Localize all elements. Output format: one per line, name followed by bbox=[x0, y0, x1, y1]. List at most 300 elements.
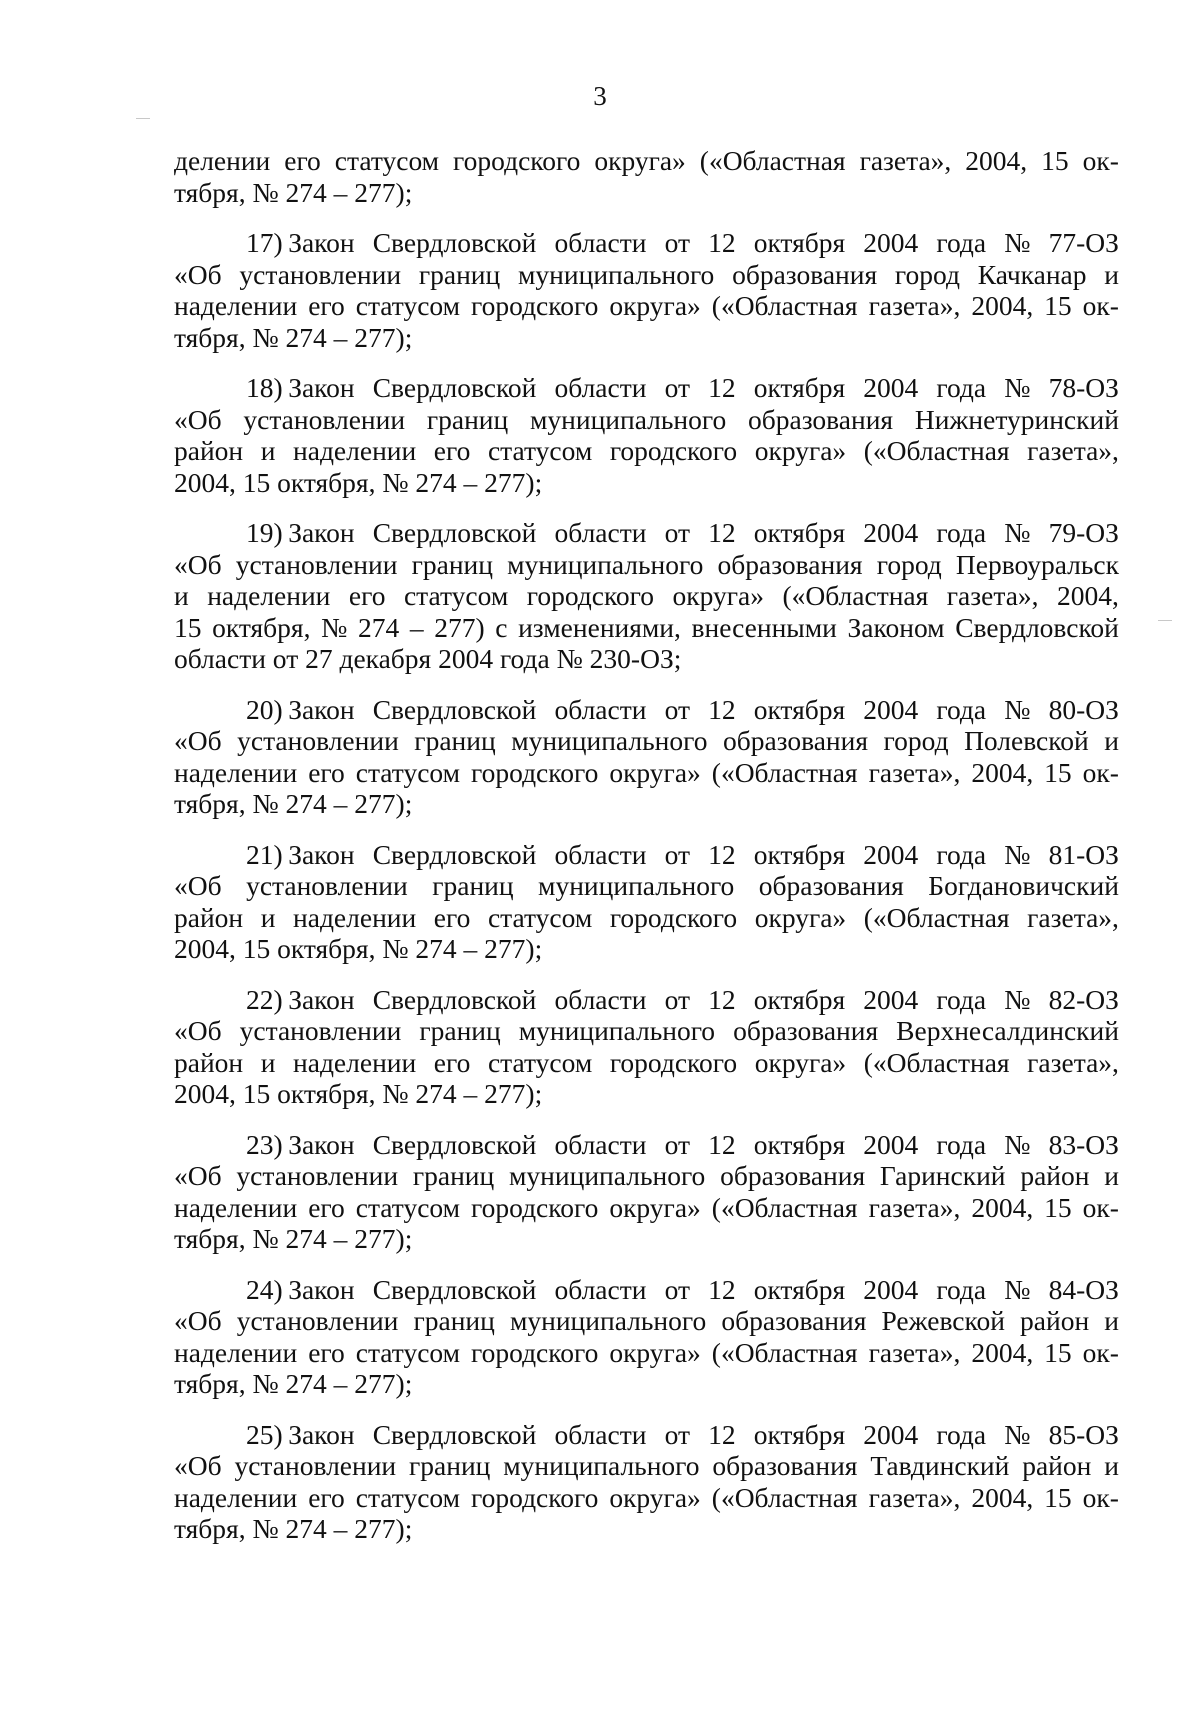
word: от bbox=[664, 1128, 690, 1160]
word: 15 bbox=[1044, 290, 1072, 321]
word: ок- bbox=[1082, 1481, 1119, 1513]
text-line: тября, № 274 – 277); bbox=[174, 1513, 413, 1544]
marker-with-word bbox=[246, 984, 355, 1016]
word: области bbox=[554, 227, 647, 258]
word: городского bbox=[453, 145, 581, 176]
word: наделении bbox=[174, 1191, 298, 1223]
word: 2004 bbox=[863, 1418, 919, 1450]
word: «Об bbox=[174, 870, 222, 901]
word: статусом bbox=[487, 1046, 593, 1078]
word: район bbox=[1020, 1160, 1090, 1191]
item-marker: 19) bbox=[246, 517, 283, 548]
word: «Об bbox=[174, 1450, 222, 1481]
text-line bbox=[174, 1450, 1119, 1482]
text-line bbox=[174, 227, 1119, 259]
word: 12 bbox=[708, 1128, 736, 1160]
word: ок- bbox=[1082, 145, 1119, 176]
word: («Областная bbox=[863, 435, 1010, 466]
word: статусом bbox=[334, 145, 440, 176]
word: 2004 bbox=[863, 1128, 919, 1160]
text-line bbox=[174, 549, 1119, 581]
word: район bbox=[1020, 1305, 1090, 1336]
word: статусом bbox=[355, 1336, 461, 1368]
item-marker: 22) bbox=[246, 983, 283, 1015]
word: Закон bbox=[288, 1273, 355, 1305]
word: Закон bbox=[288, 838, 355, 870]
word: года bbox=[936, 983, 987, 1015]
word: 81-ОЗ bbox=[1048, 838, 1119, 870]
word: «Об bbox=[174, 258, 222, 290]
word: газета», bbox=[868, 1481, 961, 1513]
text-line bbox=[174, 1047, 1119, 1079]
word: установлении bbox=[237, 725, 399, 756]
word: Тавдинский bbox=[870, 1450, 1010, 1481]
word: 15 bbox=[1044, 756, 1072, 788]
word: Закон bbox=[288, 517, 355, 548]
word: наделении bbox=[174, 290, 298, 321]
word: муниципального bbox=[538, 870, 735, 901]
word: и bbox=[1104, 725, 1119, 756]
word: 12 bbox=[708, 1418, 736, 1450]
word: ок- bbox=[1082, 756, 1119, 788]
word: 79-ОЗ bbox=[1048, 517, 1119, 548]
word: статусом bbox=[403, 580, 509, 611]
word: газета», bbox=[1027, 435, 1119, 466]
text-line bbox=[174, 290, 1119, 322]
word: октября bbox=[753, 372, 846, 403]
word: («Областная bbox=[711, 1336, 858, 1368]
word: 2004, bbox=[965, 145, 1028, 176]
word: Закон bbox=[288, 227, 355, 258]
text-line bbox=[174, 725, 1119, 757]
word: («Областная bbox=[699, 145, 846, 176]
word: статусом bbox=[355, 1481, 461, 1513]
word: район bbox=[174, 1046, 244, 1078]
word: район bbox=[174, 435, 244, 466]
word: его bbox=[433, 1046, 471, 1078]
word: ок- bbox=[1082, 1191, 1119, 1223]
text-line: области от 27 декабря 2004 года № 230-ОЗ; bbox=[174, 643, 682, 674]
word: от bbox=[664, 227, 690, 258]
law-item bbox=[174, 517, 1119, 675]
word: ок- bbox=[1082, 1336, 1119, 1368]
word: газета», bbox=[859, 145, 952, 176]
item-marker: 21) bbox=[246, 838, 283, 870]
text-line bbox=[174, 259, 1119, 291]
text-line: тября, № 274 – 277); bbox=[174, 1368, 413, 1399]
word: («Областная bbox=[863, 1046, 1010, 1078]
word: Первоуральск bbox=[955, 548, 1119, 580]
word: границ bbox=[426, 403, 509, 435]
word: октября bbox=[753, 838, 846, 870]
word: Полевской bbox=[964, 725, 1089, 756]
text-line bbox=[174, 1192, 1119, 1224]
word: 12 bbox=[708, 838, 736, 870]
document-body bbox=[174, 145, 1119, 1564]
word: 2004 bbox=[863, 693, 919, 725]
word: его bbox=[433, 901, 471, 933]
text-line bbox=[174, 1274, 1119, 1306]
word: 12 bbox=[708, 693, 736, 725]
word: Свердловской bbox=[372, 227, 537, 258]
word: округа» bbox=[672, 580, 764, 611]
word: границ bbox=[413, 1305, 495, 1336]
item-marker: 23) bbox=[246, 1128, 283, 1160]
word: округа» bbox=[754, 901, 847, 933]
word: наделении bbox=[293, 901, 417, 933]
word: «Об bbox=[174, 1160, 222, 1191]
item-marker: 18) bbox=[246, 372, 283, 403]
text-line bbox=[174, 870, 1119, 902]
word: 2004, bbox=[971, 1191, 1034, 1223]
word: 2004, bbox=[971, 1336, 1034, 1368]
word: муниципального bbox=[518, 1015, 716, 1046]
word: установлении bbox=[246, 870, 408, 901]
word: года bbox=[936, 1128, 987, 1160]
word: муниципального bbox=[518, 258, 715, 290]
word: его bbox=[308, 1336, 345, 1368]
word: установлении bbox=[234, 1450, 397, 1481]
word: Законом bbox=[847, 611, 945, 643]
law-item bbox=[174, 839, 1119, 965]
text-line: тября, № 274 – 277); bbox=[174, 176, 413, 208]
word: 83-ОЗ bbox=[1048, 1128, 1119, 1160]
word: городского bbox=[471, 1191, 599, 1223]
word: и bbox=[174, 580, 189, 611]
word: № bbox=[1004, 1273, 1031, 1305]
word: установлении bbox=[243, 403, 406, 435]
marker-with-word bbox=[246, 372, 355, 404]
word: 277) bbox=[434, 611, 485, 643]
word: 15 bbox=[1041, 145, 1069, 176]
word: № bbox=[1004, 1418, 1031, 1450]
text-line: тября, № 274 – 277); bbox=[174, 321, 413, 353]
word: № bbox=[1004, 372, 1031, 403]
text-line bbox=[174, 517, 1119, 549]
marker-with-word bbox=[246, 1274, 355, 1306]
word: № bbox=[1004, 838, 1031, 870]
text-line bbox=[174, 1015, 1119, 1047]
word: от bbox=[664, 372, 690, 403]
word: 77-ОЗ bbox=[1048, 227, 1119, 258]
text-line: тября, № 274 – 277); bbox=[174, 1223, 413, 1254]
word: городского bbox=[609, 901, 738, 933]
word: Свердловской bbox=[372, 1418, 537, 1450]
word: его bbox=[308, 290, 345, 321]
word: («Областная bbox=[782, 580, 929, 611]
word: 12 bbox=[708, 1273, 736, 1305]
word: и bbox=[1104, 258, 1119, 290]
word: Закон bbox=[288, 1418, 355, 1450]
word: округа» bbox=[609, 756, 701, 788]
text-line: тября, № 274 – 277); bbox=[174, 788, 413, 819]
word: № bbox=[1004, 517, 1031, 548]
text-line bbox=[174, 404, 1119, 436]
continued-paragraph bbox=[174, 145, 1119, 208]
word: наделении bbox=[293, 1046, 417, 1078]
word: наделении bbox=[174, 1481, 298, 1513]
text-line bbox=[174, 984, 1119, 1016]
word: район bbox=[174, 901, 244, 933]
word: образования bbox=[758, 870, 904, 901]
word: статусом bbox=[487, 901, 593, 933]
word: «Об bbox=[174, 403, 222, 435]
word: образования bbox=[720, 1160, 866, 1191]
word: наделении bbox=[174, 1336, 298, 1368]
word: газета», bbox=[868, 756, 961, 788]
word: границ bbox=[409, 1450, 491, 1481]
word: образования bbox=[732, 258, 878, 290]
word: 2004 bbox=[863, 517, 919, 548]
word: области bbox=[554, 983, 647, 1015]
text-line bbox=[174, 145, 1119, 177]
law-item bbox=[174, 984, 1119, 1110]
word: границ bbox=[419, 1015, 501, 1046]
text-line: 2004, 15 октября, № 274 – 277); bbox=[174, 1078, 543, 1109]
text-line bbox=[174, 372, 1119, 404]
text-line bbox=[174, 757, 1119, 789]
word: образования bbox=[717, 548, 863, 580]
word: его bbox=[308, 1481, 345, 1513]
word: года bbox=[936, 517, 987, 548]
word: октября bbox=[753, 1128, 846, 1160]
text-line bbox=[174, 580, 1119, 612]
word: Свердловской bbox=[372, 1273, 537, 1305]
word: от bbox=[664, 983, 690, 1015]
word: от bbox=[664, 838, 690, 870]
word: Режевской bbox=[881, 1305, 1005, 1336]
word: области bbox=[554, 1128, 647, 1160]
word: статусом bbox=[355, 290, 461, 321]
word: 15 bbox=[1044, 1336, 1072, 1368]
word: области bbox=[554, 1273, 647, 1305]
word: границ bbox=[411, 548, 493, 580]
word: Верхнесалдинский bbox=[896, 1015, 1119, 1046]
word: 2004, bbox=[971, 1481, 1034, 1513]
word: газета», bbox=[868, 1336, 961, 1368]
word: статусом bbox=[355, 1191, 461, 1223]
word: муниципального bbox=[511, 725, 708, 756]
item-marker: 20) bbox=[246, 693, 283, 725]
word: года bbox=[936, 1273, 987, 1305]
item-marker: 17) bbox=[246, 227, 283, 258]
word: образования bbox=[748, 403, 894, 435]
word: округа» bbox=[754, 435, 847, 466]
word: газета», bbox=[946, 580, 1039, 611]
word: его bbox=[284, 145, 321, 176]
word: его bbox=[308, 756, 345, 788]
word: городского bbox=[526, 580, 655, 611]
word: («Областная bbox=[711, 1481, 858, 1513]
word: 84-ОЗ bbox=[1048, 1273, 1119, 1305]
word: муниципального bbox=[529, 403, 727, 435]
scan-artifact bbox=[1158, 620, 1172, 621]
text-line: 2004, 15 октября, № 274 – 277); bbox=[174, 933, 543, 964]
marker-with-word bbox=[246, 694, 355, 726]
text-line bbox=[174, 612, 1119, 644]
word: октября bbox=[753, 983, 846, 1015]
word: ок- bbox=[1082, 290, 1119, 321]
word: наделении bbox=[293, 435, 417, 466]
word: город bbox=[894, 258, 960, 290]
item-marker: 24) bbox=[246, 1273, 283, 1305]
text-line bbox=[174, 1129, 1119, 1161]
word: Свердловской bbox=[955, 611, 1119, 643]
word: 12 bbox=[708, 517, 736, 548]
word: район bbox=[1022, 1450, 1092, 1481]
word: округа» bbox=[609, 1191, 701, 1223]
word: 2004, bbox=[971, 756, 1034, 788]
word: № bbox=[1004, 983, 1031, 1015]
word: 2004, bbox=[971, 290, 1034, 321]
scan-artifact bbox=[136, 118, 150, 119]
word: «Об bbox=[174, 548, 222, 580]
page-number: 3 bbox=[593, 81, 607, 111]
word: и bbox=[1104, 1305, 1119, 1336]
word: округа» bbox=[609, 290, 701, 321]
word: № bbox=[1004, 1128, 1031, 1160]
word: Закон bbox=[288, 1128, 355, 1160]
word: Закон bbox=[288, 693, 355, 725]
law-item bbox=[174, 1129, 1119, 1255]
word: газета», bbox=[1027, 901, 1119, 933]
word: и bbox=[1104, 1160, 1119, 1191]
word: «Об bbox=[174, 1015, 222, 1046]
word: и bbox=[260, 1046, 276, 1078]
word: газета», bbox=[868, 290, 961, 321]
word: статусом bbox=[355, 756, 461, 788]
word: город bbox=[876, 548, 942, 580]
word: 2004, bbox=[1057, 580, 1119, 611]
word: Нижнетуринский bbox=[914, 403, 1119, 435]
word: образования bbox=[733, 1015, 879, 1046]
word: муниципального bbox=[507, 548, 704, 580]
word: («Областная bbox=[711, 756, 858, 788]
word: городского bbox=[609, 1046, 738, 1078]
word: газета», bbox=[868, 1191, 961, 1223]
word: Закон bbox=[288, 372, 355, 403]
word: наделении bbox=[174, 756, 298, 788]
word: от bbox=[664, 693, 690, 725]
word: делении bbox=[174, 145, 271, 176]
word: его bbox=[348, 580, 386, 611]
word: области bbox=[554, 517, 647, 548]
word: образования bbox=[722, 725, 869, 756]
word: газета», bbox=[1027, 1046, 1119, 1078]
word: года bbox=[936, 1418, 987, 1450]
word: Богдановичский bbox=[928, 870, 1119, 901]
word: области bbox=[554, 372, 647, 403]
word: («Областная bbox=[711, 290, 858, 321]
word: октября, bbox=[212, 611, 311, 643]
word: муниципального bbox=[509, 1160, 706, 1191]
word: городского bbox=[609, 435, 738, 466]
word: границ bbox=[412, 1160, 495, 1191]
word: 2004 bbox=[863, 1273, 919, 1305]
word: № bbox=[1004, 227, 1031, 258]
word: 2004 bbox=[863, 983, 919, 1015]
word: октября bbox=[753, 1273, 846, 1305]
word: и bbox=[1104, 1450, 1119, 1481]
word: 12 bbox=[708, 372, 736, 403]
word: Качканар bbox=[977, 258, 1087, 290]
word: образования bbox=[721, 1305, 867, 1336]
word: 15 bbox=[1044, 1481, 1072, 1513]
word: и bbox=[260, 435, 276, 466]
word: установлении bbox=[235, 548, 398, 580]
text-line bbox=[174, 1482, 1119, 1514]
word: округа» bbox=[609, 1336, 701, 1368]
word: Свердловской bbox=[372, 693, 537, 725]
text-line bbox=[174, 1305, 1119, 1337]
word: Свердловской bbox=[372, 983, 537, 1015]
word: границ bbox=[432, 870, 514, 901]
word: № bbox=[321, 611, 348, 643]
word: от bbox=[664, 517, 690, 548]
word: Свердловской bbox=[372, 1128, 537, 1160]
word: № bbox=[1004, 693, 1031, 725]
word: от bbox=[664, 1418, 690, 1450]
word: области bbox=[554, 1418, 647, 1450]
text-line bbox=[174, 1419, 1119, 1451]
word: 82-ОЗ bbox=[1048, 983, 1119, 1015]
word: области bbox=[554, 693, 647, 725]
word: округа» bbox=[609, 1481, 701, 1513]
word: года bbox=[936, 838, 987, 870]
word: 2004 bbox=[863, 227, 919, 258]
word: город bbox=[883, 725, 949, 756]
word: муниципального bbox=[509, 1305, 707, 1336]
word: городского bbox=[471, 1336, 599, 1368]
text-line bbox=[174, 902, 1119, 934]
item-marker: 25) bbox=[246, 1418, 283, 1450]
word: его bbox=[308, 1191, 345, 1223]
word: – bbox=[409, 611, 424, 643]
word: «Об bbox=[174, 1305, 222, 1336]
word: Свердловской bbox=[372, 372, 537, 403]
word: года bbox=[936, 227, 987, 258]
text-line bbox=[174, 694, 1119, 726]
word: внесенными bbox=[691, 611, 837, 643]
word: от bbox=[664, 1273, 690, 1305]
law-item bbox=[174, 1274, 1119, 1400]
law-item bbox=[174, 372, 1119, 498]
text-line bbox=[174, 1337, 1119, 1369]
word: установлении bbox=[239, 1015, 402, 1046]
word: 274 bbox=[357, 611, 400, 643]
word: с bbox=[495, 611, 508, 643]
marker-with-word bbox=[246, 227, 355, 259]
word: 15 bbox=[1044, 1191, 1072, 1223]
word: и bbox=[260, 901, 276, 933]
marker-with-word bbox=[246, 839, 355, 871]
word: октября bbox=[753, 227, 846, 258]
word: округа» bbox=[754, 1046, 847, 1078]
word: 15 bbox=[174, 611, 202, 643]
word: области bbox=[554, 838, 647, 870]
word: наделении bbox=[207, 580, 331, 611]
word: границ bbox=[418, 258, 501, 290]
marker-with-word bbox=[246, 1419, 355, 1451]
law-item bbox=[174, 227, 1119, 353]
marker-with-word bbox=[246, 1129, 355, 1161]
text-line bbox=[174, 435, 1119, 467]
word: округа» bbox=[594, 145, 686, 176]
word: образования bbox=[712, 1450, 858, 1481]
word: 12 bbox=[708, 227, 736, 258]
word: изменениями, bbox=[518, 611, 681, 643]
word: октября bbox=[753, 517, 846, 548]
